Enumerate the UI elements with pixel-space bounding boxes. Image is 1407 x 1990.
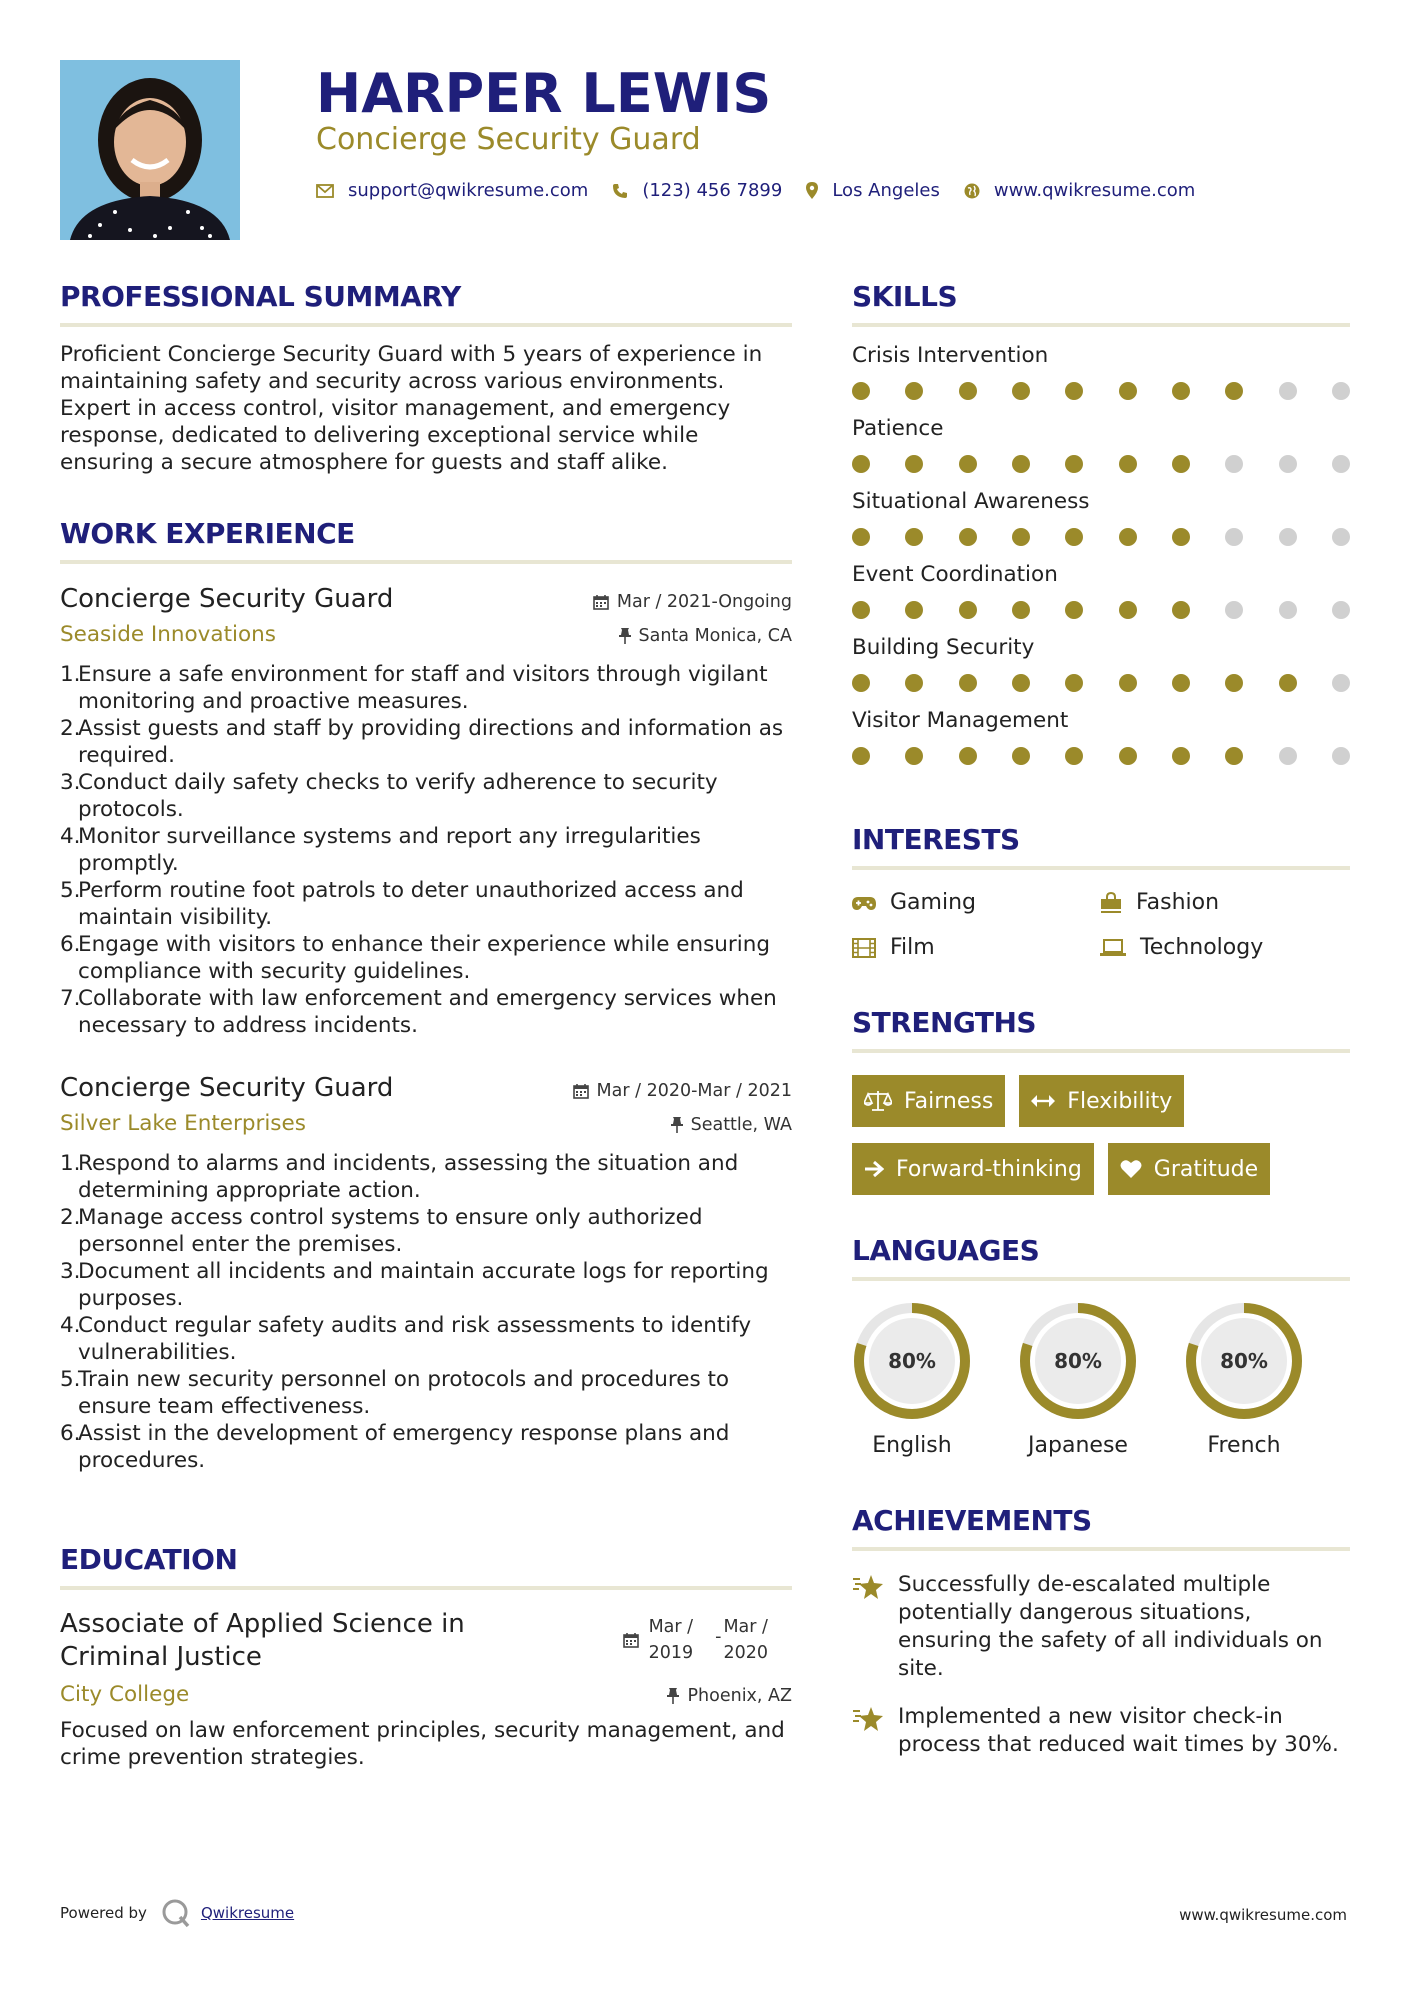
profile-photo	[60, 60, 240, 240]
globe-icon	[964, 183, 980, 199]
rating-dot-filled	[852, 382, 870, 400]
language-item	[1018, 1301, 1138, 1458]
job-date	[593, 592, 792, 612]
education-entry	[60, 1608, 792, 1771]
achievement-text: Successfully de-escalated multiple potentially dangerous situations, ensuring the safety of all individuals on site.	[898, 1572, 1323, 1681]
list-item: 4. Monitor surveillance systems and report any irregularities promptly.	[60, 824, 701, 876]
education-start-month: Mar /	[648, 1617, 694, 1637]
interest-fashion	[1100, 890, 1350, 915]
pushpin-icon	[619, 628, 631, 644]
education-location	[667, 1686, 792, 1706]
strength-gratitude	[1108, 1143, 1270, 1195]
job-location	[619, 626, 793, 646]
skill-item	[852, 489, 1350, 546]
languages-list	[852, 1301, 1350, 1458]
rating-dot-empty	[1279, 455, 1297, 473]
job-date-text: Mar / 2020-Mar / 2021	[596, 1081, 792, 1101]
education-end-year: 2020	[723, 1643, 768, 1663]
job-title: Concierge Security Guard	[60, 584, 394, 614]
language-name: Japanese	[1028, 1433, 1128, 1458]
language-progress-ring	[852, 1301, 972, 1421]
rating-dot-filled	[959, 382, 977, 400]
powered-by-text: Powered by	[60, 1904, 147, 1922]
job-duties	[60, 661, 792, 1039]
rating-dot-filled	[1172, 455, 1190, 473]
section-title: EDUCATION	[60, 1543, 238, 1576]
rating-dot-empty	[1279, 382, 1297, 400]
phone-icon	[612, 183, 628, 199]
rating-dot-filled	[1065, 747, 1083, 765]
skills-section	[852, 280, 1350, 765]
interest-label: Technology	[1140, 935, 1264, 960]
contact-phone[interactable]	[612, 180, 782, 201]
rating-dot-filled	[1119, 601, 1137, 619]
interest-label: Fashion	[1136, 890, 1220, 915]
language-item	[852, 1301, 972, 1458]
rating-dot-filled	[905, 455, 923, 473]
rating-dot-empty	[1225, 528, 1243, 546]
achievements-section	[852, 1504, 1350, 1759]
list-item: 6. Engage with visitors to enhance their experience while ensuring compliance with security guidelines.	[60, 932, 771, 984]
envelope-icon	[316, 184, 334, 198]
rating-dot-filled	[1012, 528, 1030, 546]
rating-dot-filled	[1012, 382, 1030, 400]
rating-dot-filled	[905, 674, 923, 692]
section-divider	[60, 560, 792, 564]
skill-item	[852, 343, 1350, 400]
rating-dot-filled	[1012, 747, 1030, 765]
school-name: City College	[60, 1682, 190, 1707]
rating-dot-filled	[1225, 382, 1243, 400]
rating-dot-filled	[959, 455, 977, 473]
contact-website-text: www.qwikresume.com	[993, 180, 1196, 201]
rating-dot-empty	[1332, 747, 1350, 765]
list-item: 1. Ensure a safe environment for staff and visitors through vigilant monitoring and proactive measures.	[60, 662, 768, 714]
skill-name: Patience	[852, 416, 944, 441]
education-description: Focused on law enforcement principles, security management, and crime prevention strategies.	[60, 1718, 785, 1770]
rating-dot-filled	[1225, 747, 1243, 765]
rating-dot-filled	[905, 747, 923, 765]
job-company: Seaside Innovations	[60, 622, 276, 647]
list-item: 7. Collaborate with law enforcement and emergency services when necessary to address incidents.	[60, 986, 777, 1038]
contact-phone-text: (123) 456 7899	[642, 180, 783, 201]
star-award-icon	[852, 1705, 884, 1733]
rating-dot-filled	[1279, 674, 1297, 692]
section-title: SKILLS	[852, 280, 958, 313]
skill-rating	[852, 674, 1350, 692]
arrows-horizontal-icon	[1031, 1094, 1055, 1108]
contact-location	[806, 180, 940, 201]
calendar-icon	[573, 1083, 589, 1099]
rating-dot-filled	[1012, 601, 1030, 619]
section-title: INTERESTS	[852, 823, 1020, 856]
skill-name: Event Coordination	[852, 562, 1058, 587]
language-name: French	[1207, 1433, 1281, 1458]
rating-dot-empty	[1279, 528, 1297, 546]
language-name: English	[872, 1433, 952, 1458]
language-percent: 80%	[1220, 1349, 1268, 1373]
section-title: STRENGTHS	[852, 1006, 1037, 1039]
rating-dot-empty	[1279, 747, 1297, 765]
section-divider	[60, 1586, 792, 1590]
map-pin-icon	[806, 182, 818, 199]
language-percent: 80%	[888, 1349, 936, 1373]
summary-section	[60, 280, 792, 476]
skills-list	[852, 343, 1350, 765]
laptop-icon	[1100, 939, 1126, 957]
rating-dot-empty	[1332, 528, 1350, 546]
skill-rating	[852, 528, 1350, 546]
contact-email-text: support@qwikresume.com	[348, 180, 589, 201]
job-date	[573, 1081, 792, 1101]
list-item: 3. Conduct daily safety checks to verify adherence to security protocols.	[60, 770, 718, 822]
language-progress-ring	[1184, 1301, 1304, 1421]
contact-bar	[316, 180, 1219, 201]
section-divider	[852, 866, 1350, 870]
rating-dot-filled	[905, 382, 923, 400]
section-divider	[852, 1277, 1350, 1281]
strengths-list	[852, 1075, 1350, 1195]
skill-rating	[852, 747, 1350, 765]
rating-dot-filled	[959, 674, 977, 692]
pushpin-icon	[667, 1688, 679, 1704]
skill-item	[852, 416, 1350, 473]
list-item: 5. Perform routine foot patrols to deter unauthorized access and maintain visibility.	[60, 878, 744, 930]
achievement-item	[852, 1571, 1350, 1683]
rating-dot-filled	[852, 455, 870, 473]
achievement-text: Implemented a new visitor check-in process that reduced wait times by 30%.	[898, 1704, 1339, 1757]
job-title: Concierge Security Guard	[60, 1073, 394, 1103]
footer-powered-by	[60, 1898, 294, 1928]
rating-dot-filled	[852, 747, 870, 765]
list-item: 4. Conduct regular safety audits and risk assessments to identify vulnerabilities.	[60, 1313, 752, 1365]
work-experience-section	[60, 517, 792, 1474]
degree-line: Associate of Applied Science in	[60, 1609, 465, 1639]
rating-dot-filled	[1172, 528, 1190, 546]
skill-item	[852, 635, 1350, 692]
section-divider	[852, 323, 1350, 327]
rating-dot-filled	[1012, 674, 1030, 692]
interests-grid	[852, 890, 1350, 960]
interest-gaming	[852, 890, 1100, 915]
rating-dot-filled	[1119, 382, 1137, 400]
section-title: WORK EXPERIENCE	[60, 517, 355, 550]
rating-dot-filled	[852, 601, 870, 619]
skill-rating	[852, 382, 1350, 400]
strength-forward-thinking	[852, 1143, 1094, 1195]
strength-flexibility	[1019, 1075, 1184, 1127]
interest-label: Film	[890, 935, 935, 960]
interest-label: Gaming	[890, 890, 976, 915]
rating-dot-filled	[959, 601, 977, 619]
rating-dot-filled	[1119, 528, 1137, 546]
summary-text: Proficient Concierge Security Guard with 5 years of experience in maintaining safety and security across various environments. Expert in access control, visitor management, and emergency response, dedicated to delivering exceptional service while ensuring a secure atmosphere for guests and staff alike.	[60, 342, 763, 475]
language-percent: 80%	[1054, 1349, 1102, 1373]
section-title: LANGUAGES	[852, 1234, 1040, 1267]
section-title: ACHIEVEMENTS	[852, 1504, 1092, 1537]
skill-name: Crisis Intervention	[852, 343, 1049, 368]
job-location-text: Seattle, WA	[690, 1115, 792, 1135]
rating-dot-filled	[1119, 674, 1137, 692]
list-item: 3. Document all incidents and maintain accurate logs for reporting purposes.	[60, 1259, 769, 1311]
rating-dot-filled	[1012, 455, 1030, 473]
rating-dot-filled	[1065, 601, 1083, 619]
degree-line: Criminal Justice	[60, 1642, 262, 1672]
education-location-text: Phoenix, AZ	[687, 1686, 792, 1706]
rating-dot-filled	[1172, 674, 1190, 692]
qwikresume-logo-icon	[161, 1898, 191, 1928]
language-progress-ring	[1018, 1301, 1138, 1421]
section-title: PROFESSIONAL SUMMARY	[60, 280, 461, 313]
strength-fairness	[852, 1075, 1005, 1127]
contact-email[interactable]	[316, 180, 588, 201]
education-start-year: 2019	[648, 1643, 694, 1663]
rating-dot-filled	[905, 528, 923, 546]
rating-dot-filled	[852, 674, 870, 692]
job-entry	[60, 1073, 792, 1474]
rating-dot-filled	[1172, 747, 1190, 765]
job-duties	[60, 1150, 792, 1474]
shopping-bag-icon	[1100, 892, 1122, 914]
rating-dot-filled	[959, 528, 977, 546]
section-divider	[852, 1547, 1350, 1551]
rating-dot-filled	[1119, 747, 1137, 765]
rating-dot-empty	[1225, 455, 1243, 473]
heart-icon	[1120, 1159, 1142, 1179]
contact-website[interactable]	[964, 180, 1195, 201]
rating-dot-filled	[1119, 455, 1137, 473]
rating-dot-filled	[1065, 382, 1083, 400]
strength-label: Forward-thinking	[896, 1156, 1082, 1182]
strengths-section	[852, 1006, 1350, 1211]
skill-item	[852, 708, 1350, 765]
rating-dot-filled	[1225, 674, 1243, 692]
film-icon	[852, 938, 876, 958]
list-item: 1. Respond to alarms and incidents, assessing the situation and determining appropriate action.	[60, 1151, 739, 1203]
rating-dot-empty	[1279, 601, 1297, 619]
education-date-dash: -	[715, 1627, 722, 1647]
contact-location-text: Los Angeles	[832, 180, 940, 201]
star-award-icon	[852, 1573, 884, 1601]
balance-scale-icon	[864, 1090, 892, 1112]
rating-dot-filled	[852, 528, 870, 546]
education-section	[60, 1543, 792, 1771]
list-item: 2. Assist guests and staff by providing directions and information as required.	[60, 716, 784, 768]
section-divider	[852, 1049, 1350, 1053]
candidate-title: Concierge Security Guard	[316, 122, 701, 157]
rating-dot-filled	[1065, 674, 1083, 692]
achievement-item	[852, 1703, 1350, 1759]
job-date-text: Mar / 2021-Ongoing	[616, 592, 792, 612]
interest-film	[852, 935, 1100, 960]
section-divider	[60, 323, 792, 327]
job-location-text: Santa Monica, CA	[638, 626, 792, 646]
rating-dot-empty	[1332, 674, 1350, 692]
gamepad-icon	[852, 895, 876, 911]
skill-name: Visitor Management	[852, 708, 1069, 733]
qwikresume-link[interactable]: Qwikresume	[200, 1904, 295, 1922]
candidate-name: HARPER LEWIS	[316, 62, 772, 125]
footer-website[interactable]: www.qwikresume.com	[1179, 1906, 1347, 1924]
calendar-icon	[623, 1632, 639, 1648]
job-company: Silver Lake Enterprises	[60, 1111, 306, 1136]
job-entry	[60, 584, 792, 1039]
arrow-right-icon	[864, 1160, 884, 1178]
rating-dot-empty	[1332, 455, 1350, 473]
skill-rating	[852, 455, 1350, 473]
rating-dot-filled	[959, 747, 977, 765]
strength-label: Gratitude	[1153, 1156, 1259, 1182]
calendar-icon	[593, 594, 609, 610]
skill-name: Situational Awareness	[852, 489, 1090, 514]
education-date	[623, 1614, 792, 1666]
job-location	[671, 1115, 792, 1135]
languages-section	[852, 1234, 1350, 1458]
rating-dot-filled	[1065, 455, 1083, 473]
rating-dot-filled	[1172, 382, 1190, 400]
list-item: 5. Train new security personnel on protocols and procedures to ensure team effectiveness.	[60, 1367, 730, 1419]
language-item	[1184, 1301, 1304, 1458]
interest-technology	[1100, 935, 1350, 960]
rating-dot-empty	[1332, 382, 1350, 400]
skill-rating	[852, 601, 1350, 619]
education-end-month: Mar /	[723, 1617, 768, 1637]
rating-dot-empty	[1225, 601, 1243, 619]
skill-item	[852, 562, 1350, 619]
skill-name: Building Security	[852, 635, 1035, 660]
strength-label: Fairness	[904, 1088, 994, 1114]
strength-label: Flexibility	[1067, 1088, 1173, 1114]
rating-dot-filled	[1065, 528, 1083, 546]
pushpin-icon	[671, 1117, 683, 1133]
interests-section	[852, 823, 1350, 960]
rating-dot-filled	[905, 601, 923, 619]
rating-dot-empty	[1332, 601, 1350, 619]
rating-dot-filled	[1172, 601, 1190, 619]
list-item: 2. Manage access control systems to ensure only authorized personnel enter the premises.	[60, 1205, 703, 1257]
list-item: 6. Assist in the development of emergency response plans and procedures.	[60, 1421, 730, 1473]
